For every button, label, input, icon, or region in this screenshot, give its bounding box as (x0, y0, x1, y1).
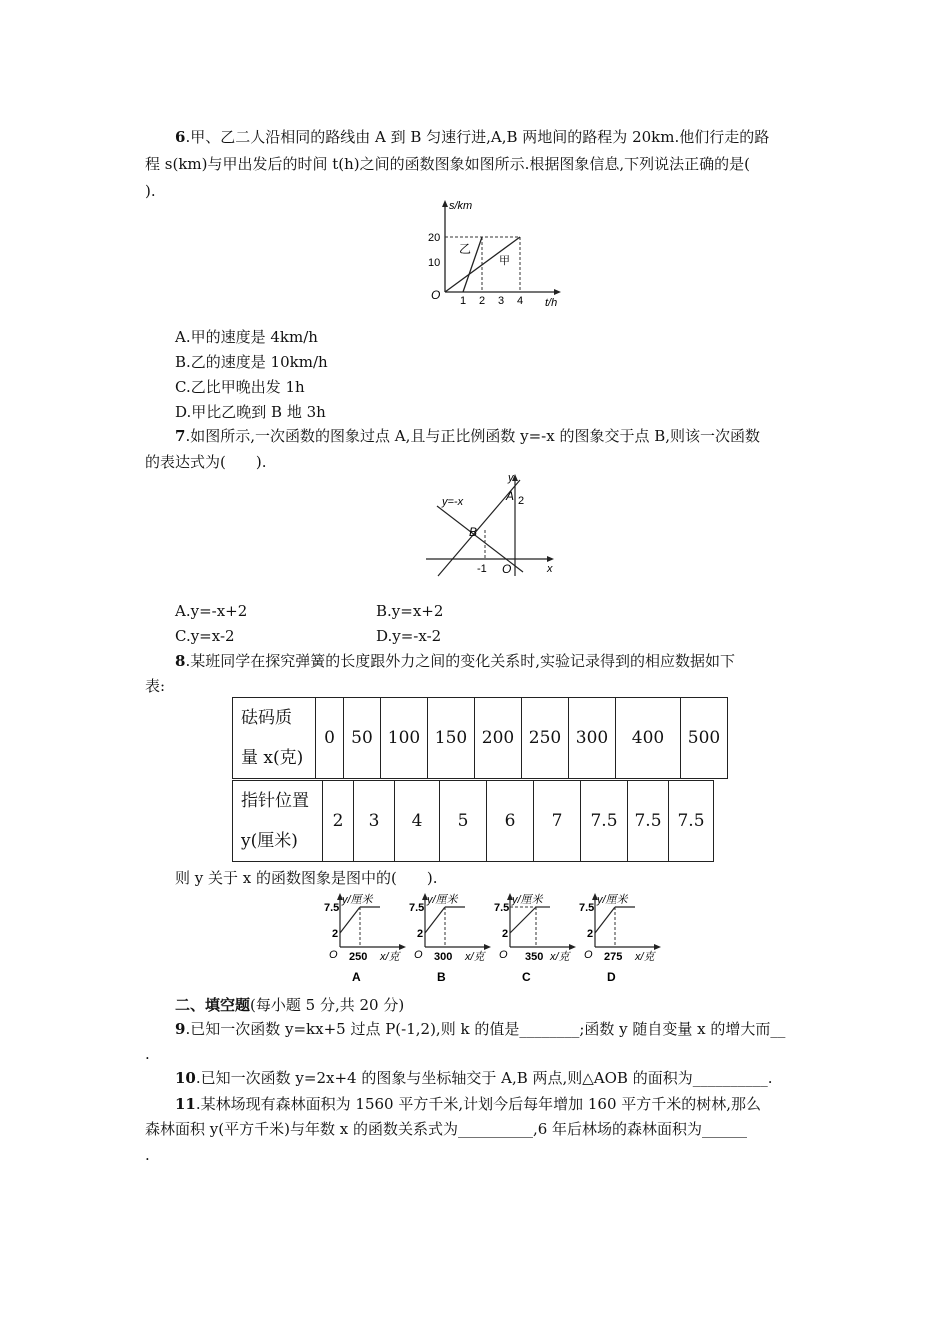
graph-option-d (579, 893, 661, 984)
graph-option-b (409, 893, 491, 984)
q6-graph (415, 196, 575, 308)
table-cell: 50 (344, 698, 381, 779)
graph-rising-line (340, 907, 360, 933)
q10-number: 10 (175, 1069, 196, 1087)
graph-origin: O (329, 949, 338, 961)
q7-line2: 的表达式为( ). (145, 453, 267, 471)
q8-line2: 表: (145, 677, 166, 695)
graph-origin: O (584, 949, 593, 961)
table-head-position: 指针位置 y(厘米) (233, 781, 323, 862)
q7-graph (420, 468, 560, 582)
q7-x-label: x (547, 563, 553, 575)
q6-xtick-4: 4 (517, 295, 524, 307)
q6-line3: ). (145, 182, 156, 200)
table-cell: 7.5 (669, 781, 714, 862)
q6-number: 6 (175, 128, 186, 146)
graph-ytick-low: 2 (417, 928, 424, 940)
q6-ytick-10: 10 (428, 257, 441, 269)
table-cell: 2 (323, 781, 354, 862)
graph-ytick-top: 7.5 (579, 902, 595, 914)
q6-label-yi: 乙 (459, 242, 472, 256)
q11-number: 11 (175, 1095, 196, 1113)
q6-option-d: D.甲比乙晚到 B 地 3h (175, 403, 326, 421)
graph-option-c (494, 893, 576, 984)
graph-y-axis-label: y/厘米 (512, 894, 543, 906)
q7-tick-y: 2 (518, 495, 525, 507)
q7-option-c: C.y=x-2 (175, 627, 235, 645)
graph-ytick-low: 2 (332, 928, 339, 940)
arrow-icon (399, 944, 406, 950)
q10-line1: 10.已知一次函数 y=2x+4 的图象与坐标轴交于 A,B 两点,则△AOB 的面积为__________. (175, 1069, 773, 1087)
table-cell: 400 (616, 698, 681, 779)
graph-rising-line (510, 907, 536, 933)
q8-number: 8 (175, 652, 186, 670)
q7-number: 7 (175, 427, 186, 445)
q6-xtick-3: 3 (498, 295, 505, 307)
graph-letter: C (522, 970, 531, 984)
q8-data-table-row2 (232, 780, 714, 862)
table-cell: 150 (428, 698, 475, 779)
q6-xtick-2: 2 (479, 295, 486, 307)
q7-option-b: B.y=x+2 (376, 602, 444, 620)
graph-y-axis-label: y/厘米 (597, 894, 628, 906)
graph-ytick-top: 7.5 (324, 902, 340, 914)
table-cell: 7.5 (581, 781, 628, 862)
q7-line1: 7.如图所示,一次函数的图象过点 A,且与正比例函数 y=-x 的图象交于点 B,则该一次函数 (175, 427, 761, 445)
graph-x-axis-label: x/克 (635, 951, 655, 963)
section2-heading (175, 995, 404, 1015)
table-head-mass: 砝码质 量 x(克) (233, 698, 316, 779)
graph-letter: B (437, 970, 446, 984)
q7-point-b: B (469, 525, 478, 539)
q6-option-a: A.甲的速度是 4km/h (175, 328, 318, 346)
graph-x-axis-label: x/克 (550, 951, 570, 963)
table-cell: 500 (681, 698, 728, 779)
q7-origin: O (502, 562, 512, 576)
table-cell: 6 (487, 781, 534, 862)
graph-xtick: 275 (604, 951, 623, 963)
graph-ytick-low: 2 (587, 928, 594, 940)
q6-line2: 程 s(km)与甲出发后的时间 t(h)之间的函数图象如图所示.根据图象信息,下列说法正确的是( (145, 155, 751, 173)
q8-line1: 8.某班同学在探究弹簧的长度跟外力之间的变化关系时,实验记录得到的相应数据如下 (175, 652, 735, 670)
table-cell: 4 (395, 781, 440, 862)
graph-letter: A (352, 970, 361, 984)
q6-xtick-1: 1 (460, 295, 467, 307)
q7-option-a: A.y=-x+2 (175, 602, 248, 620)
q11-line3: . (145, 1146, 150, 1164)
table-cell: 5 (440, 781, 487, 862)
graph-ytick-top: 7.5 (409, 902, 425, 914)
q6-option-c: C.乙比甲晚出发 1h (175, 378, 305, 396)
q6-x-axis-label: t/h (545, 297, 558, 308)
arrow-icon (484, 944, 491, 950)
table-cell: 0 (316, 698, 344, 779)
q7-line-label: y=-x (442, 496, 464, 508)
q6-y-axis-label: s/km (449, 200, 473, 212)
q6-label-jia: 甲 (499, 255, 510, 267)
graph-y-axis-label: y/厘米 (427, 894, 458, 906)
graph-xtick: 300 (434, 951, 453, 963)
graph-rising-line (595, 907, 615, 933)
graph-y-axis-label: y/厘米 (342, 894, 373, 906)
graph-letter: D (607, 970, 616, 984)
graph-ytick-low: 2 (502, 928, 509, 940)
graph-x-axis-label: x/克 (465, 951, 485, 963)
q11-line1: 11.某林场现有森林面积为 1560 平方千米,计划今后每年增加 160 平方千米的树林,那么 (175, 1095, 762, 1113)
table-cell: 7.5 (628, 781, 669, 862)
arrow-icon (654, 944, 661, 950)
q7-option-d: D.y=-x-2 (376, 627, 442, 645)
q7-point-a: A (506, 489, 515, 503)
graph-origin: O (499, 949, 508, 961)
graph-xtick: 350 (525, 951, 544, 963)
q6-origin: O (431, 288, 441, 302)
graph-option-a (324, 893, 406, 984)
table-cell: 3 (354, 781, 395, 862)
graph-xtick: 250 (349, 951, 368, 963)
table-row (233, 781, 714, 862)
table-cell: 300 (569, 698, 616, 779)
q6-ytick-20: 20 (428, 232, 441, 244)
q6-line1: 6.甲、乙二人沿相同的路线由 A 到 B 匀速行进,A,B 两地间的路程为 20km.他们行走的路 (175, 128, 770, 146)
table-cell: 200 (475, 698, 522, 779)
q9-number: 9 (175, 1020, 186, 1038)
arrow-icon (569, 944, 576, 950)
graph-ytick-top: 7.5 (494, 902, 510, 914)
section2-note: (每小题 5 分,共 20 分) (250, 996, 405, 1014)
graph-rising-line (425, 907, 445, 933)
graph-x-axis-label: x/克 (380, 951, 400, 963)
q8-after: 则 y 关于 x 的函数图象是图中的( ). (175, 869, 438, 887)
q6-option-b: B.乙的速度是 10km/h (175, 353, 328, 371)
q7-y-label: y (508, 472, 514, 484)
q8-graph-options (320, 885, 665, 985)
q8-data-table (232, 697, 728, 779)
q11-line2: 森林面积 y(平方千米)与年数 x 的函数关系式为__________,6 年后林场的森林面积为______ (145, 1120, 748, 1138)
table-cell: 100 (381, 698, 428, 779)
q7-tick-x: -1 (477, 563, 487, 575)
table-row (233, 698, 728, 779)
table-cell: 7 (534, 781, 581, 862)
section2-title: 二、填空题 (175, 996, 251, 1014)
graph-origin: O (414, 949, 423, 961)
table-cell: 250 (522, 698, 569, 779)
q9-line1: 9.已知一次函数 y=kx+5 过点 P(-1,2),则 k 的值是________;函数 y 随自变量 x 的增大而__ (175, 1020, 786, 1038)
q9-line2: . (145, 1045, 150, 1063)
